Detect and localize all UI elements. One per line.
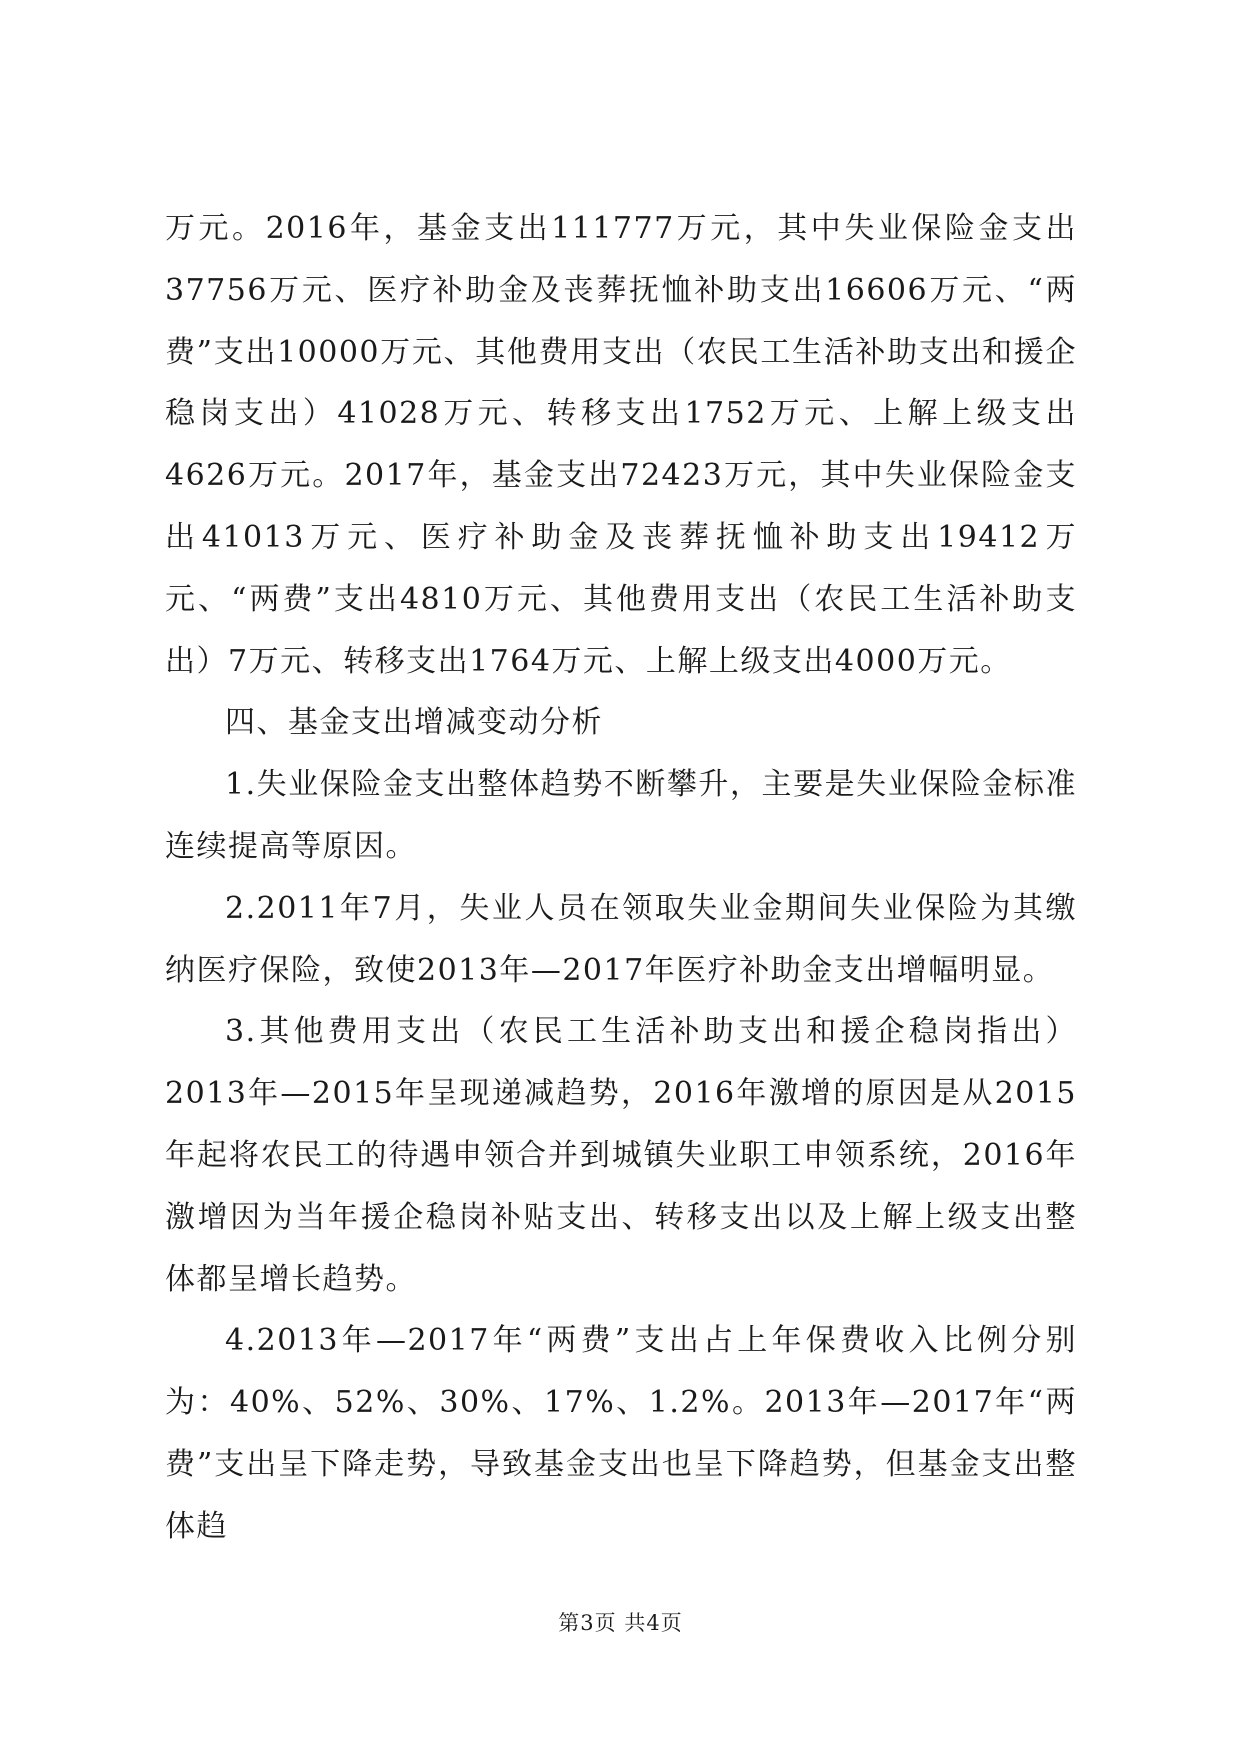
document-body xyxy=(165,198,1077,1558)
paragraph-expenditure-2016-2017: 万元。2016年，基金支出111777万元，其中失业保险金支出37756万元、医疗补助金及丧葬抚恤补助支出16606万元、“两费”支出10000万元、其他费用支出（农民工生活补助支出和援企稳岗支出）41028万元、转移支出1752万元、上解上级支出4626万元。2017年，基金支出72423万元，其中失业保险金支出41013万元、医疗补助金及丧葬抚恤补助支出19412万元、“两费”支出4810万元、其他费用支出（农民工生活补助支出）7万元、转移支出1764万元、上解上级支出4000万元。 xyxy=(165,211,1077,679)
paragraph-point-1: 1.失业保险金支出整体趋势不断攀升，主要是失业保险金标准连续提高等原因。 xyxy=(165,767,1077,864)
section-heading-fund-expenditure-analysis: 四、基金支出增减变动分析 xyxy=(225,705,603,741)
page-number-label: 第3页 共4页 xyxy=(558,1611,683,1635)
paragraph-point-3: 3.其他费用支出（农民工生活补助支出和援企稳岗指出）2013年—2015年呈现递减趋势，2016年激增的原因是从2015年起将农民工的待遇申领合并到城镇失业职工申领系统，2016年激增因为当年援企稳岗补贴支出、转移支出以及上解上级支出整体都呈增长趋势。 xyxy=(165,1014,1077,1297)
paragraph-point-4: 4.2013年—2017年“两费”支出占上年保费收入比例分别为：40%、52%、30%、17%、1.2%。2013年—2017年“两费”支出呈下降走势，导致基金支出也呈下降趋势，但基金支出整体趋 xyxy=(165,1323,1077,1544)
paragraph-point-2: 2.2011年7月，失业人员在领取失业金期间失业保险为其缴纳医疗保险，致使2013年—2017年医疗补助金支出增幅明显。 xyxy=(165,890,1077,988)
page-footer xyxy=(0,1607,1241,1637)
